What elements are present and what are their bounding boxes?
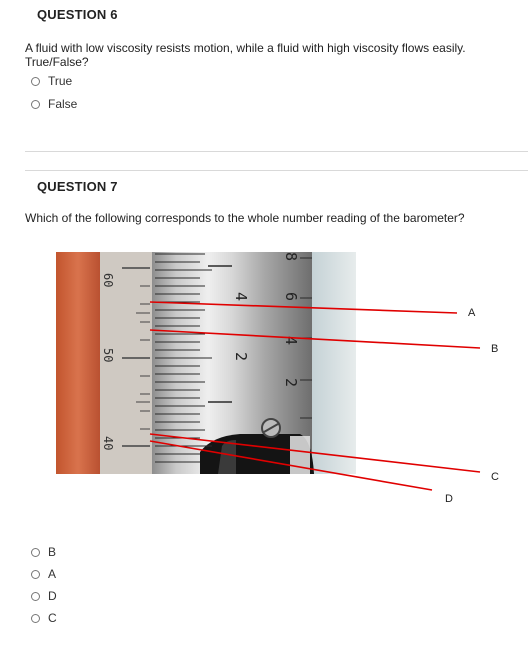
q7-option-d[interactable] xyxy=(31,588,57,604)
q7-option-c[interactable] xyxy=(31,610,57,626)
question-6-text: A fluid with low viscosity resists motion, while a fluid with high viscosity flows easily. True/False? xyxy=(25,41,466,69)
option-label: A xyxy=(48,567,57,581)
divider xyxy=(25,151,528,152)
scale-number-4: 4 xyxy=(232,292,250,302)
line-label-a: A xyxy=(468,307,476,319)
option-label: C xyxy=(48,611,57,625)
scale-number-6: 6 xyxy=(282,292,300,302)
option-label: True xyxy=(48,74,73,88)
radio-button[interactable] xyxy=(31,570,40,579)
line-label-c: C xyxy=(491,471,499,483)
radio-button[interactable] xyxy=(31,614,40,623)
question-7-title: QUESTION 7 xyxy=(37,179,118,194)
scale-number-2: 2 xyxy=(232,352,250,362)
divider xyxy=(25,170,528,171)
scale-number-4b: 4 xyxy=(282,336,300,346)
q6-option-true[interactable] xyxy=(31,73,72,89)
scale-number-8: 8 xyxy=(282,252,300,262)
option-label: B xyxy=(48,545,57,559)
radio-button[interactable] xyxy=(31,100,40,109)
radio-button[interactable] xyxy=(31,548,40,557)
scale-number-2b: 2 xyxy=(282,378,300,388)
q6-option-false[interactable] xyxy=(31,96,77,112)
radio-button[interactable] xyxy=(31,592,40,601)
radio-button[interactable] xyxy=(31,77,40,86)
ruler-number-60: 60 xyxy=(101,273,115,288)
line-label-d: D xyxy=(445,493,453,505)
ruler-number-50: 50 xyxy=(101,348,115,363)
question-7-text: Which of the following corresponds to the whole number reading of the barometer? xyxy=(25,211,465,225)
question-6-title: QUESTION 6 xyxy=(37,7,118,22)
ruler-number-40: 40 xyxy=(101,436,115,451)
q7-option-a[interactable] xyxy=(31,566,56,582)
line-label-b: B xyxy=(491,343,499,355)
option-label: False xyxy=(48,97,78,111)
q7-option-b[interactable] xyxy=(31,544,56,560)
barometer-figure xyxy=(0,240,528,510)
option-label: D xyxy=(48,589,57,603)
